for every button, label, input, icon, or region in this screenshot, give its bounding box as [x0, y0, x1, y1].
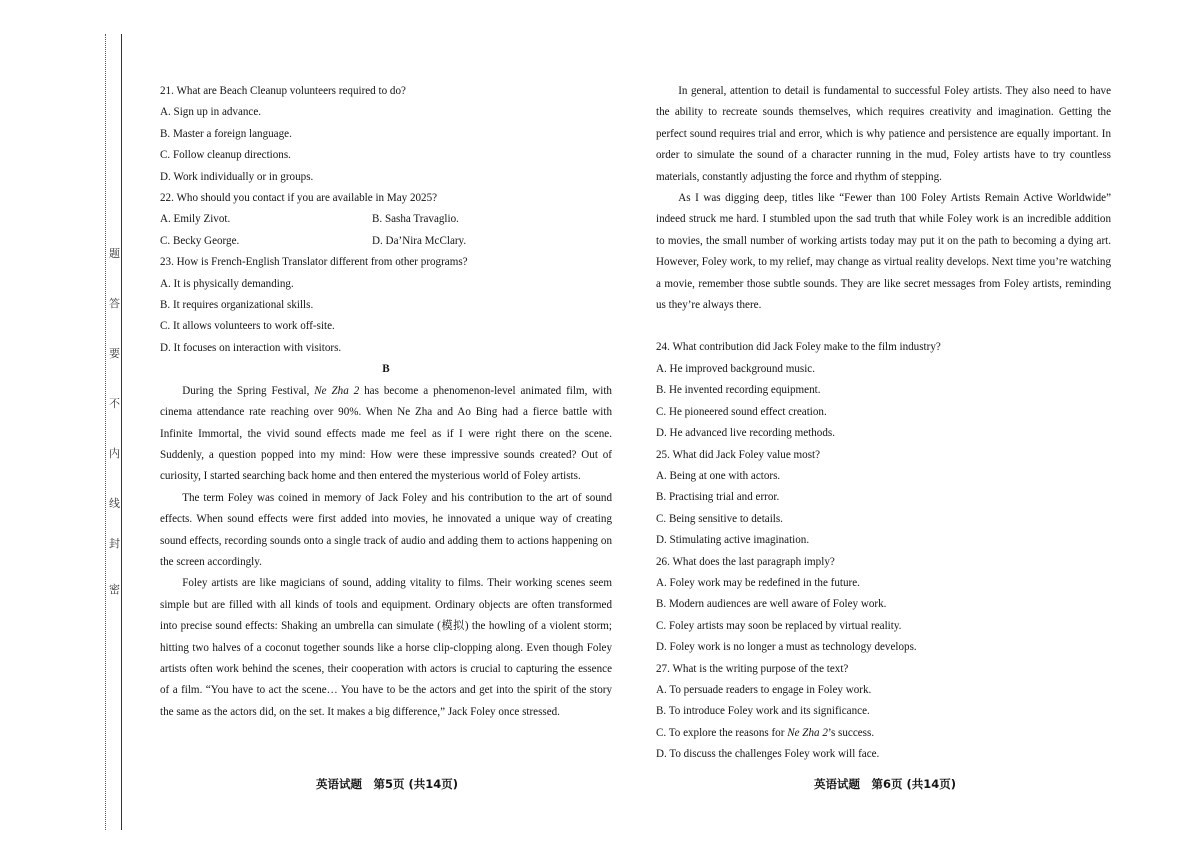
passage-paragraph-1: [160, 381, 612, 488]
right-column: [656, 81, 1111, 766]
option: D. He advanced live recording methods.: [656, 427, 835, 440]
margin-char: 密: [109, 583, 120, 596]
margin-char: 不: [109, 397, 120, 410]
passage-paragraph-2: The term Foley was coined in memory of Jack Foley and his contribution to the art of sound effects. When sound effects were first added into movies, he innovated a unique way of creating sound effects, recording sounds onto a single track of audio and adding them to actions happening on the screen accordingly.: [160, 491, 612, 568]
question-stem: 25. What did Jack Foley value most?: [656, 448, 821, 461]
option: D. Da’Nira McClary.: [372, 234, 467, 247]
question-25: [656, 445, 1111, 552]
option: A. Foley work may be redefined in the future.: [656, 576, 860, 589]
question-stem: 26. What does the last paragraph imply?: [656, 555, 835, 568]
question-27: [656, 659, 1111, 766]
option: A. To persuade readers to engage in Foley work.: [656, 683, 872, 696]
option: B. To introduce Foley work and its significance.: [656, 705, 870, 718]
option: D. Work individually or in groups.: [160, 170, 314, 183]
option: A. Being at one with actors.: [656, 469, 781, 482]
option: C. It allows volunteers to work off-site.: [160, 320, 335, 333]
paragraph-text: has become a phenomenon-level animated film, with cinema attendance rate reaching over 90%. When Ne Zha and Ao Bing had a fierce battle with Infinite Immortal, the vivid sound effects made me feel as if I were right there on the scene. Suddenly, a question popped into my mind: How were these impressive sounds created? Out of curiosity, I started searching back home and then entered the mysterious world of Foley artists.: [160, 384, 612, 483]
question-24: [656, 337, 1111, 444]
binding-dotted-line: [105, 34, 106, 830]
option: B. Sasha Travaglio.: [372, 213, 459, 226]
margin-char: 要: [109, 347, 120, 360]
section-label: B: [382, 363, 390, 376]
passage-paragraph-4: In general, attention to detail is fundamental to successful Foley artists. They also need to have the ability to recreate sounds themselves, which requires creativity and imagination. Getting the perfect sound requires trial and error, which is why patience and persistence are equally important. In order to simulate the sound of a character running in the mud, Foley artists have to try countless materials, constantly adjusting the force and rhythm of stepping.: [656, 85, 1111, 183]
passage-paragraph-5: As I was digging deep, titles like “Fewer than 100 Foley Artists Remain Active Worldwide” indeed struck me hard. I stumbled upon the sad truth that while Foley work is an incredible addition to movies, the small number of working artists today may put it on the path to becoming a dying art. However, Foley work, to my relief, may change as virtual reality develops. Next time you’re watching a movie, remember those subtle sounds. They are like secret messages from Foley artists, reminding us they’re always there.: [656, 192, 1111, 312]
option-row: [160, 209, 612, 230]
margin-char: 线: [109, 497, 120, 510]
margin-char: 答: [109, 297, 120, 310]
option: B. It requires organizational skills.: [160, 299, 314, 312]
option: [656, 723, 1111, 744]
option: A. Emily Zivot.: [160, 213, 231, 226]
film-title: Ne Zha 2: [314, 384, 360, 397]
margin-char: 封: [109, 537, 120, 550]
option: B. He invented recording equipment.: [656, 384, 821, 397]
margin-char: 内: [109, 447, 120, 460]
option: D. To discuss the challenges Foley work will face.: [656, 748, 880, 761]
option: A. Sign up in advance.: [160, 106, 262, 119]
option: C. Becky George.: [160, 234, 240, 247]
question-26: [656, 552, 1111, 659]
question-stem: 24. What contribution did Jack Foley make to the film industry?: [656, 341, 941, 354]
binding-solid-line: [121, 34, 122, 830]
page-footer-right: 英语试题 第6页 (共14页): [814, 777, 957, 791]
option: D. Stimulating active imagination.: [656, 534, 810, 547]
option-text: C. To explore the reasons for: [656, 726, 788, 739]
option: D. Foley work is no longer a must as technology develops.: [656, 641, 917, 654]
question-stem: 21. What are Beach Cleanup volunteers required to do?: [160, 85, 406, 97]
option: C. Being sensitive to details.: [656, 512, 783, 525]
option: C. Follow cleanup directions.: [160, 149, 291, 162]
option-row: [160, 231, 612, 252]
question-21: [160, 81, 612, 188]
option-text: ’s success.: [827, 726, 875, 739]
option: B. Practising trial and error.: [656, 491, 780, 504]
option: B. Modern audiences are well aware of Foley work.: [656, 598, 887, 611]
option: C. He pioneered sound effect creation.: [656, 405, 827, 418]
paragraph-text: During the Spring Festival,: [182, 384, 315, 397]
spacer: [656, 316, 1111, 337]
option: D. It focuses on interaction with visitors.: [160, 341, 342, 354]
film-title: Ne Zha 2: [787, 726, 828, 739]
option: B. Master a foreign language.: [160, 127, 292, 140]
question-stem: 23. How is French-English Translator different from other programs?: [160, 256, 468, 269]
question-23: [160, 252, 612, 359]
left-column: [160, 81, 612, 723]
passage-paragraph-3: Foley artists are like magicians of sound, adding vitality to films. Their working scenes seem simple but are filled with all kinds of tools and equipment. Ordinary objects are often transformed into precise sound effects: Shaking an umbrella can simulate (模拟) the howling of a violent storm; hitting two halves of a coconut together sounds like a horse clip-clopping along. Even though Foley artists often work behind the scenes, their cooperation with actors is crucial to capturing the essence of a film. “You have to act the scene… You have to be the actors and get into the spirit of the story the same as the actors did, on the set. It makes a big difference,” Jack Foley once stressed.: [160, 577, 612, 718]
option: A. It is physically demanding.: [160, 277, 294, 290]
question-22: [160, 188, 612, 252]
margin-char: 题: [109, 247, 120, 260]
question-stem: 22. Who should you contact if you are available in May 2025?: [160, 192, 438, 205]
question-stem: 27. What is the writing purpose of the text?: [656, 662, 849, 675]
option: C. Foley artists may soon be replaced by virtual reality.: [656, 619, 902, 632]
page-footer-left: 英语试题 第5页 (共14页): [316, 777, 459, 791]
option: A. He improved background music.: [656, 362, 815, 375]
